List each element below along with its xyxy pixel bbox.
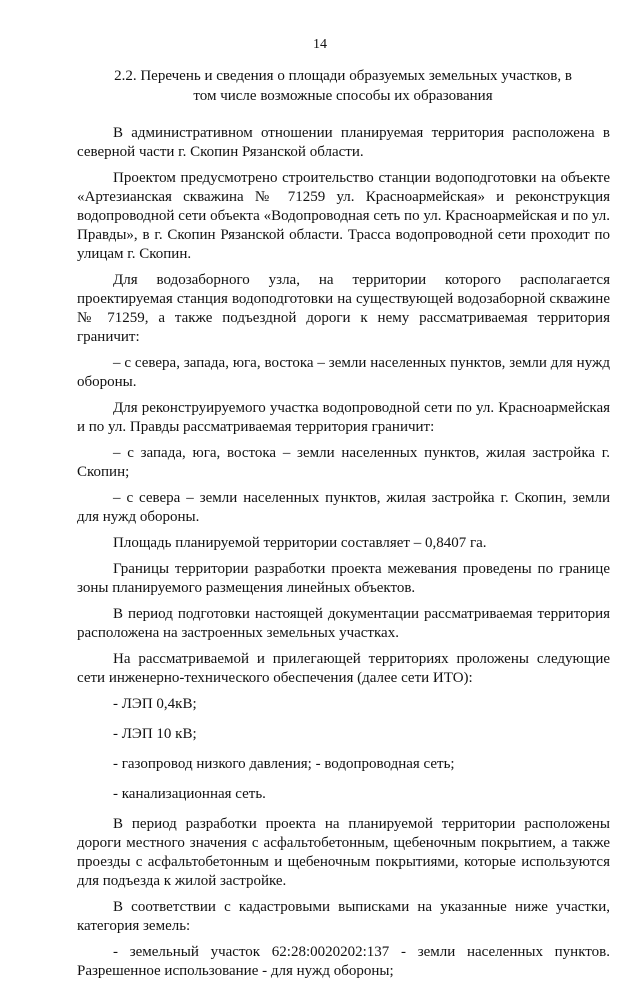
paragraph-location: В административном отношении планируемая территория расположена в северной части г. Скопин Рязанской области. xyxy=(77,125,610,160)
document-body xyxy=(77,124,610,988)
paragraph-intake-boundaries: Для водозаборного узла, на территории которого располагается проектируемая станция водоподготовки на существующей водозаборной скважине № 71259, а также подъездной дороги к нему рассматриваемая территория граничит: xyxy=(77,272,610,345)
paragraph-land-plot: - земельный участок 62:28:0020202:137 - земли населенных пунктов. Разрешенное использование - для нужд обороны; xyxy=(77,944,610,979)
paragraph-project-scope: Проектом предусмотрено строительство станции водоподготовки на объекте «Артезианская скважина № 71259 ул. Красноармейская» и реконструкция водопроводной сети объекта «Водопроводная сеть по ул. Красноармейская и по ул. Правды», в г. Скопин Рязанской области. Трасса водопроводной сети проходит по улицам г. Скопин. xyxy=(77,170,610,262)
list-item: - канализационная сеть. xyxy=(113,786,266,802)
paragraph-area: Площадь планируемой территории составляет – 0,8407 га. xyxy=(113,535,487,551)
paragraph-network-boundaries: Для реконструируемого участка водопроводной сети по ул. Красноармейская и по ул. Правды рассматриваемая территория граничит: xyxy=(77,400,610,435)
list-item: - газопровод низкого давления; - водопроводная сеть; xyxy=(113,756,455,772)
list-item: - ЛЭП 10 кВ; xyxy=(113,726,197,742)
page-number: 14 xyxy=(313,37,327,52)
paragraph-network-boundary-west: – с запада, юга, востока – земли населенных пунктов, жилая застройка г. Скопин; xyxy=(77,445,610,480)
paragraph-roads: В период разработки проекта на планируемой территории расположены дороги местного значения с асфальтобетонным, щебеночным покрытием, а также проезды с асфальтобетонным и щебеночным покрытиями, которые используются для подъезда к жилой застройке. xyxy=(77,816,610,889)
paragraph-network-boundary-north: – с севера – земли населенных пунктов, жилая застройка г. Скопин, земли для нужд обороны. xyxy=(77,490,610,525)
paragraph-survey-boundaries: Границы территории разработки проекта межевания проведены по границе зоны планируемого размещения линейных объектов. xyxy=(77,561,610,596)
list-item: - ЛЭП 0,4кВ; xyxy=(113,696,197,712)
paragraph-intake-boundary-list: – с севера, запада, юга, востока – земли населенных пунктов, земли для нужд обороны. xyxy=(77,355,610,390)
section-title: 2.2. Перечень и сведения о площади образуемых земельных участков, в том числе возможные способы их образования xyxy=(114,68,572,104)
paragraph-cadastral: В соответствии с кадастровыми выписками на указанные ниже участки, категория земель: xyxy=(77,899,610,934)
paragraph-current-state: В период подготовки настоящей документации рассматриваемая территория расположена на застроенных земельных участках. xyxy=(77,606,610,641)
paragraph-utility-networks: На рассматриваемой и прилегающей территориях проложены следующие сети инженерно-технического обеспечения (далее сети ИТО): xyxy=(77,651,610,686)
